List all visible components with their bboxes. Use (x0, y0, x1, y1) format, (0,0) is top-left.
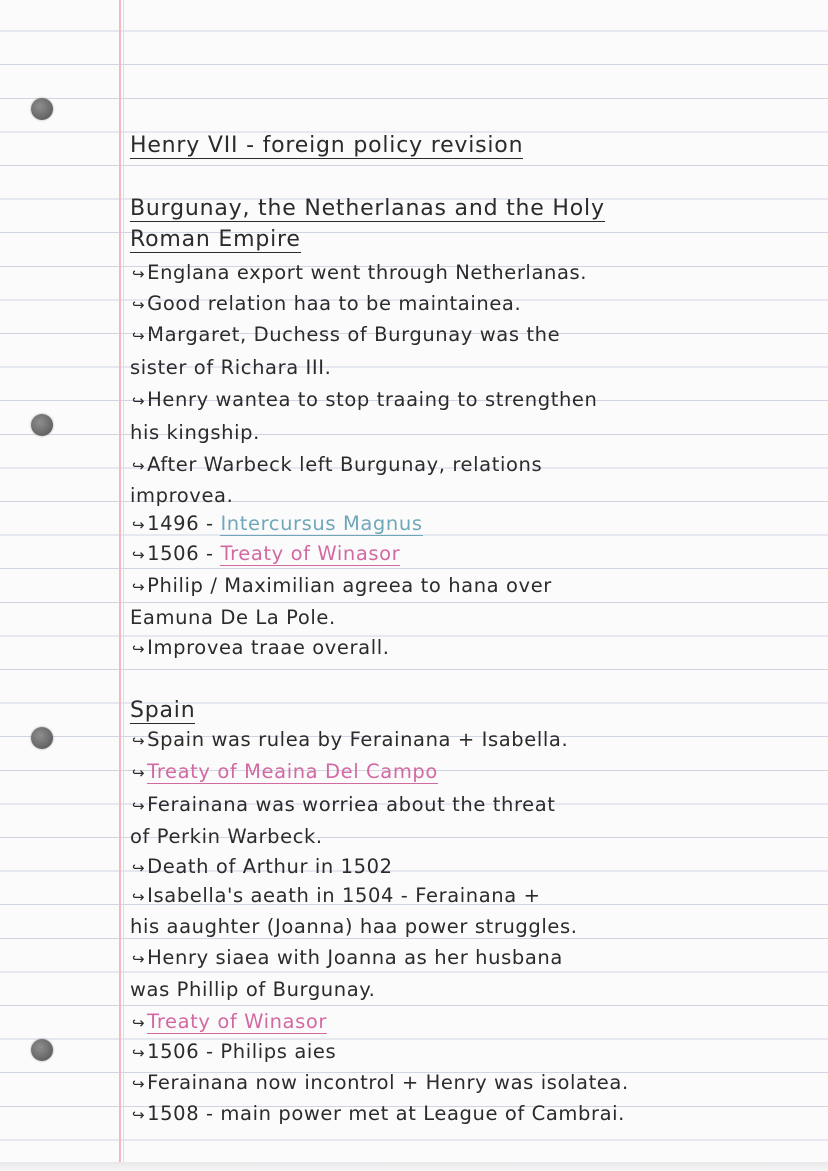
note-line: improvea. (130, 484, 234, 507)
hooked-arrow-icon: ↪ (132, 327, 146, 345)
note-line: ↪ Henry siaea with Joanna as her husbana (132, 946, 563, 969)
treaty-name: Treaty of Winasor (147, 1010, 328, 1033)
hooked-arrow-icon: ↪ (132, 1106, 146, 1124)
note-line: sister of Richara III. (130, 356, 332, 379)
note-line: ↪ Death of Arthur in 1502 (132, 855, 393, 878)
hooked-arrow-icon: ↪ (132, 1075, 146, 1093)
hooked-arrow-icon: ↪ (132, 265, 146, 283)
note-line: ↪ Spain was rulea by Ferainana + Isabella. (132, 728, 569, 751)
hooked-arrow-icon: ↪ (132, 732, 146, 750)
hooked-arrow-icon: ↪ (132, 797, 146, 815)
hooked-arrow-icon: ↪ (132, 1014, 146, 1032)
hooked-arrow-icon: ↪ (132, 640, 146, 658)
note-line: his kingship. (130, 421, 260, 444)
hooked-arrow-icon: ↪ (132, 1044, 146, 1062)
note-line: ↪ Ferainana was worriea about the threat (132, 793, 556, 816)
note-line (132, 1012, 327, 1032)
note-line: ↪ Ferainana now incontrol + Henry was isolatea. (132, 1071, 629, 1094)
note-line: ↪ Good relation haa to be maintainea. (132, 292, 522, 315)
note-line: ↪ 1496 - Intercursus Magnus (132, 512, 423, 535)
hooked-arrow-icon: ↪ (132, 546, 146, 564)
note-line: ↪ Margaret, Duchess of Burgunay was the (132, 323, 561, 346)
section-heading-burgundy-line2: Roman Empire (130, 227, 301, 252)
treaty-name: Treaty of Winasor (220, 542, 401, 565)
treaty-name: Intercursus Magnus (220, 512, 423, 535)
note-line: ↪ Henry wantea to stop traaing to strengthen (132, 388, 598, 411)
punch-hole (31, 414, 53, 436)
hooked-arrow-icon: ↪ (132, 764, 146, 782)
punch-hole (31, 98, 53, 120)
page-title: Henry VII - foreign policy revision (130, 133, 524, 158)
note-line: ↪ 1506 - Philips aies (132, 1040, 337, 1063)
hooked-arrow-icon: ↪ (132, 859, 146, 877)
note-line: of Perkin Warbeck. (130, 825, 323, 848)
punch-hole (31, 727, 53, 749)
hooked-arrow-icon: ↪ (132, 296, 146, 314)
hooked-arrow-icon: ↪ (132, 578, 146, 596)
note-line: ↪ Isabella's aeath in 1504 - Ferainana + (132, 884, 541, 907)
hooked-arrow-icon: ↪ (132, 888, 146, 906)
hooked-arrow-icon: ↪ (132, 457, 146, 475)
note-line: was Phillip of Burgunay. (130, 978, 376, 1001)
hooked-arrow-icon: ↪ (132, 950, 146, 968)
note-line: ↪ Improvea traae overall. (132, 636, 390, 659)
note-line: ↪ Philip / Maximilian agreea to hana over (132, 574, 552, 597)
section-heading-spain: Spain (130, 698, 196, 723)
note-line: ↪ Englana export went through Netherlanas. (132, 261, 588, 284)
note-line: his aaughter (Joanna) haa power struggles. (130, 915, 578, 938)
note-line (132, 762, 438, 782)
hooked-arrow-icon: ↪ (132, 392, 146, 410)
note-line: ↪ After Warbeck left Burgunay, relations (132, 453, 543, 476)
section-heading-burgundy-line1: Burgunay, the Netherlanas and the Holy (130, 196, 605, 221)
punch-hole (31, 1039, 53, 1061)
margin-line (119, 0, 121, 1171)
note-line: Eamuna De La Pole. (130, 606, 336, 629)
page-bottom-edge (0, 1162, 828, 1171)
note-line: ↪ 1506 - Treaty of Winasor (132, 542, 401, 565)
hooked-arrow-icon: ↪ (132, 516, 146, 534)
margin-line-inner (123, 0, 124, 1171)
note-line: ↪ 1508 - main power met at League of Cambrai. (132, 1102, 625, 1125)
treaty-name: Treaty of Meaina Del Campo (147, 760, 438, 783)
